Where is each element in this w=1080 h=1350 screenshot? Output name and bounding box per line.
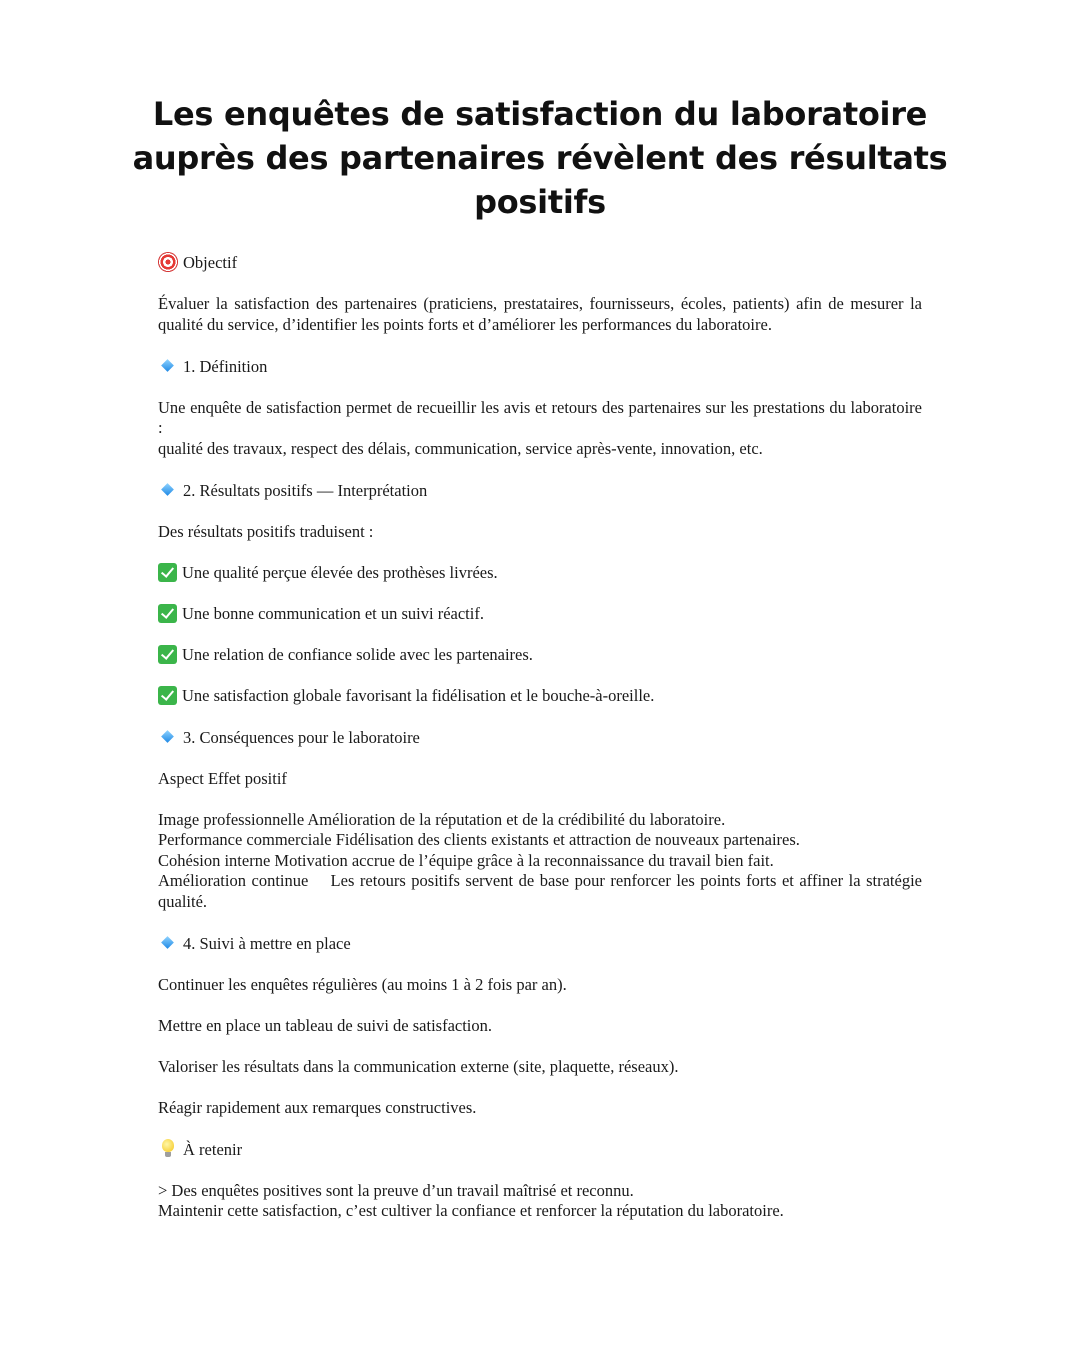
target-icon bbox=[158, 252, 178, 272]
list-item bbox=[158, 686, 922, 707]
objectif-heading bbox=[158, 252, 922, 274]
list-item: Continuer les enquêtes régulières (au moins 1 à 2 fois par an). bbox=[158, 974, 567, 994]
retenir-heading-text: À retenir bbox=[183, 1139, 243, 1159]
document-body bbox=[158, 252, 927, 1242]
objectif-text: Évaluer la satisfaction des partenaires (praticiens, prestataires, fournisseurs, écoles, patients) afin de mesurer la qualité du service, d’identifier les points forts et d’améliorer les performances du laboratoire. bbox=[158, 294, 922, 334]
list-item bbox=[158, 563, 922, 584]
list-item-text: Une relation de confiance solide avec les partenaires. bbox=[182, 644, 533, 664]
list-item-text: Une qualité perçue élevée des prothèses livrées. bbox=[182, 562, 498, 582]
list-item: Mettre en place un tableau de suivi de satisfaction. bbox=[158, 1015, 493, 1035]
list-item bbox=[158, 604, 922, 625]
section3-heading-text: 3. Conséquences pour le laboratoire bbox=[183, 727, 420, 747]
check-icon bbox=[158, 563, 177, 582]
section4-heading-text: 4. Suivi à mettre en place bbox=[183, 933, 351, 953]
check-icon bbox=[158, 686, 177, 705]
table-header: Aspect Effet positif bbox=[158, 768, 287, 788]
retenir-line2: Maintenir cette satisfaction, c’est cultiver la confiance et renforcer la réputation du laboratoire. bbox=[158, 1201, 784, 1220]
check-icon bbox=[158, 604, 177, 623]
section1-line2: qualité des travaux, respect des délais, communication, service après-vente, innovation, etc. bbox=[158, 438, 763, 458]
lightbulb-icon bbox=[158, 1139, 178, 1159]
section3-heading bbox=[158, 727, 922, 749]
check-icon bbox=[158, 645, 177, 664]
diamond-icon bbox=[158, 727, 178, 747]
diamond-icon bbox=[158, 933, 178, 953]
retenir-paragraph bbox=[158, 1181, 922, 1222]
objectif-heading-text: Objectif bbox=[183, 253, 238, 272]
retenir-heading bbox=[158, 1139, 922, 1161]
section4-heading bbox=[158, 933, 922, 955]
section2-heading bbox=[158, 480, 922, 502]
list-item: Valoriser les résultats dans la communication externe (site, plaquette, réseaux). bbox=[158, 1056, 679, 1076]
list-item-text: Une satisfaction globale favorisant la fidélisation et le bouche-à-oreille. bbox=[182, 685, 655, 705]
section2-intro: Des résultats positifs traduisent : bbox=[158, 521, 374, 541]
table-row: Amélioration continue Les retours positifs servent de base pour renforcer les points forts et affiner la stratégie qualité. bbox=[158, 871, 927, 911]
consequences-table bbox=[158, 809, 927, 913]
list-item: Réagir rapidement aux remarques constructives. bbox=[158, 1097, 477, 1117]
diamond-icon bbox=[158, 356, 178, 376]
table-row: Performance commerciale Fidélisation des clients existants et attraction de nouveaux partenaires. bbox=[158, 830, 800, 849]
section1-line1: Une enquête de satisfaction permet de recueillir les avis et retours des partenaires sur les prestations du laboratoire : bbox=[158, 397, 922, 437]
section1-paragraph bbox=[158, 398, 922, 460]
list-item-text: Une bonne communication et un suivi réactif. bbox=[182, 603, 484, 623]
table-row: Image professionnelle Amélioration de la réputation et de la crédibilité du laboratoire. bbox=[158, 809, 726, 829]
retenir-line1: > Des enquêtes positives sont la preuve d’un travail maîtrisé et reconnu. bbox=[158, 1180, 634, 1200]
page-title: Les enquêtes de satisfaction du laboratoire auprès des partenaires révèlent des résultats positifs bbox=[132, 95, 948, 221]
diamond-icon bbox=[158, 480, 178, 500]
table-row: Cohésion interne Motivation accrue de l’équipe grâce à la reconnaissance du travail bien fait. bbox=[158, 850, 774, 870]
section1-heading-text: 1. Définition bbox=[183, 356, 268, 376]
section1-heading bbox=[158, 356, 922, 378]
section2-heading-text: 2. Résultats positifs — Interprétation bbox=[183, 480, 428, 500]
list-item bbox=[158, 645, 922, 666]
